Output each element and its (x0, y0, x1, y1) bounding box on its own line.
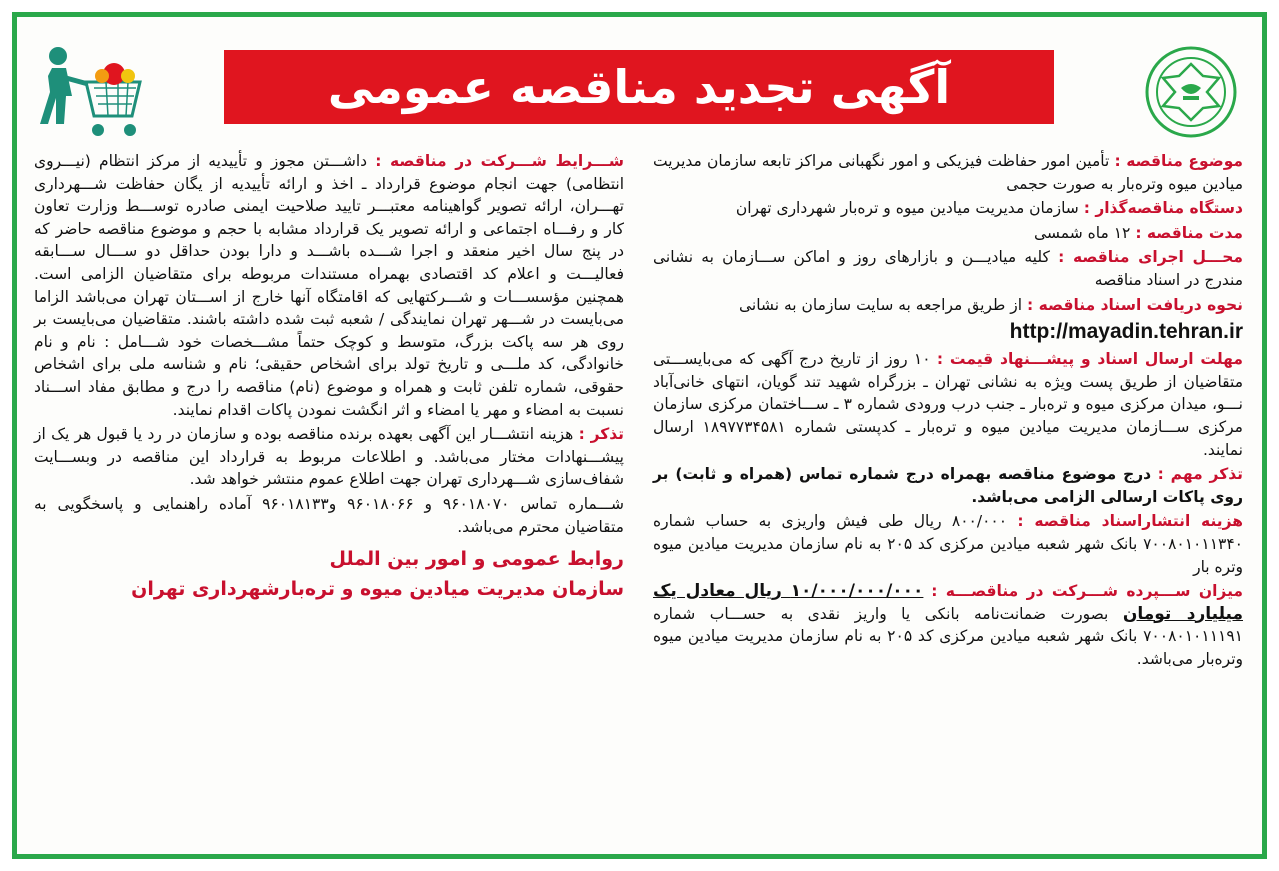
subject-label: موضوع مناقصه : (1114, 152, 1244, 170)
deposit-section (653, 580, 1243, 670)
important-note-section (653, 463, 1243, 508)
deadline-section (653, 348, 1243, 461)
fee-label: هزینه انتشاراسناد مناقصه : (1017, 512, 1243, 531)
note-label: تذکر : (578, 425, 624, 444)
subject-section (653, 150, 1243, 195)
signature-line-1: روابط عمومی و امور بین الملل (329, 548, 624, 571)
signature-line-2: سازمان مدیریت میادین میوه و تره‌بارشهرداری تهران (131, 578, 624, 601)
details-column (653, 150, 1243, 672)
conditions-column (34, 150, 624, 604)
duration-section (653, 222, 1243, 245)
ad-title: آگهی تجدید مناقصه عمومی (327, 60, 951, 114)
location-text: کلیه میادیـــن و بازارهای روز و اماکن ســـازمان به نشانی مندرج در اسناد مناقصه (653, 248, 1243, 289)
organizer-label: دستگاه مناقصه‌گذار : (1083, 199, 1243, 218)
organizer-section (653, 197, 1243, 220)
website-link[interactable]: http://mayadin.tehran.ir (1009, 320, 1243, 344)
title-banner (224, 50, 1054, 124)
fee-text: ۸۰۰/۰۰۰ ریال طی فیش واریزی به حساب شماره ۷۰۰۸۰۱۰۱۱۳۴۰ بانک شهر شعبه میادین مرکزی کد ۲۰۵ به نام سازمان مدیریت میادین میوه وتره بار (653, 512, 1243, 576)
organizer-text: سازمان مدیریت میادین میوه و تره‌بار شهرداری تهران (735, 199, 1079, 218)
contact-section (34, 493, 624, 538)
tehran-municipality-logo-icon (1143, 44, 1239, 140)
signature-block (34, 544, 624, 604)
location-section (653, 246, 1243, 291)
contact-text: شـــماره تماس ۹۶۰۱۸۰۷۰ و ۹۶۰۱۸۰۶۶ و۹۶۰۱۸۱۳۳ آماده راهنمایی و پاسخگویی به متقاضیان محترم می‌باشد. (34, 494, 624, 536)
subject-text: تأمین امور حفاظت فیزیکی و امور نگهبانی مراکز تابعه سازمان مدیریت میادین میوه وتره‌بار به صورت حجمی (653, 152, 1243, 193)
docs-label: نحوه دریافت اسناد مناقصه : (1027, 295, 1243, 314)
docs-text: از طریق مراجعه به سایت سازمان به نشانی (738, 295, 1023, 314)
conditions-section (34, 150, 624, 421)
important-label: تذکر مهم : (1157, 465, 1243, 484)
fee-section (653, 510, 1243, 578)
note-text: هزینه انتشـــار این آگهی بعهده برنده مناقصه بوده و سازمان در رد یا قبول هر یک از پیشـــنهادات مختار می‌باشد. و اطلاعات مربوط به قرارداد این مناقصه در وبســـایت شفاف‌سازی شـــهرداری تهران جهت اطلاع عموم منتشر خواهد شد. (34, 425, 624, 489)
deadline-text: ۱۰ روز از تاریخ درج آگهی که می‌بایســـتی متقاضیان از طریق پست ویژه به نشانی تهران ـ بزرگراه شهید تند گویان، انتهای خانی‌آباد نـــو، میدان مرکزی میوه و تره‌بار ـ جنب درب ورودی شماره ۳ ـ ســـاختمان مرکزی سازمان مرکزی ســـازمان مدیریت میادین میوه و تره‌بار ـ کدپستی شماره ۱۸۹۷۷۳۴۵۸۱ ارسال نمایند. (653, 350, 1243, 459)
duration-text: ۱۲ ماه شمسی (1034, 223, 1131, 242)
duration-label: مدت مناقصه : (1135, 223, 1243, 242)
conditions-text: داشـــتن مجوز و تأییدیه از مرکز انتظام (نیـــروی انتظامی) جهت انجام موضوع قرارداد ـ اخذ و ارائه تأییدیه از یگان حفاظت شـــهرداری تهـــران، ارائه تصویر گواهینامه معتبـــر تایید صلاحیت ایمنی صادره توســـط وزارت تعاون کار و رفـــاه اجتماعی و ارائه تصویر یک قرارداد مشابه با حجم و موضوع مناقصه حاضر که در پنج سال اخیر منعقد و اجرا شـــده باشـــد و دارا بودن حداقل دو ســـال ســـابقه فعالیـــت و اعلام کد اقتصادی بهمراه مستندات مربوطه برای متقاضیان الزامی است. همچنین مؤسســـات و شـــرکتهایی که اقامتگاه آنها خارج از اســـتان تهران می‌باشد الزاما می‌بایست در شـــهر تهران نمایندگی / شعبه ثبت شده داشته باشند. متقاضیان می‌بایست بر روی هر سه پاکت بزرگ، متوسط و کوچک حتماً مشـــخصات خود شـــامل : نام و نام خانوادگی، کد ملـــی و تاریخ تولد برای اشخاص حقیقی؛ نام و شناسه ملی برای اشخاص حقوقی، شماره تلفن ثابت و همراه و موضوع (نام) مناقصه را درج و مطابق مفاد اســـناد نسبت به امضاء و مهر یا امضاء و اثر انگشت نمودن پاکات اقدام نمایند. (34, 152, 624, 419)
deposit-amount: ۱۰/۰۰۰/۰۰۰/۰۰۰ ریال معادل یک میلیارد تومان (653, 581, 1243, 624)
note-section (34, 423, 624, 491)
deposit-label: میزان ســـپرده شـــرکت در مناقصـــه : (931, 582, 1243, 601)
location-label: محـــل اجرای مناقصه : (1058, 248, 1243, 267)
important-text: درج موضوع مناقصه بهمراه درج شماره تماس (همراه و ثابت) بر روی پاکات ارسالی الزامی می‌باشد. (653, 465, 1243, 506)
deadline-label: مهلت ارسال اسناد و پیشـــنهاد قیمت : (936, 350, 1243, 369)
deposit-text: بصورت ضمانت‌نامه بانکی یا واریز نقدی به حســـاب شماره ۷۰۰۸۰۱۰۱۱۱۹۱ بانک شهر شعبه میادین مرکزی کد ۲۰۵ به نام سازمان مدیریت میادین میوه وتره‌بار می‌باشد. (653, 604, 1243, 668)
shopping-cart-fruit-icon (36, 44, 146, 144)
conditions-label: شـــرایط شـــرکت در مناقصه : (375, 152, 624, 170)
docs-section (653, 294, 1243, 347)
